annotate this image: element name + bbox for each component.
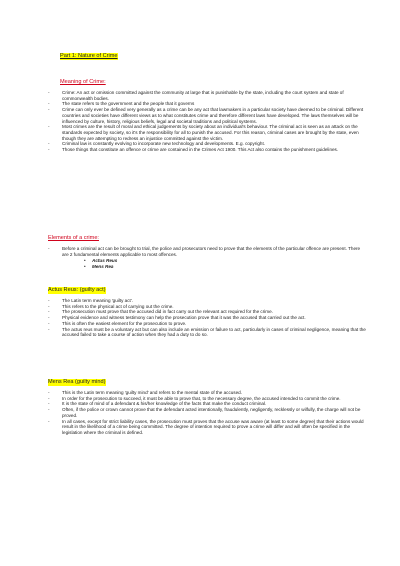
part-title: Part 1: Nature of Crime [60, 53, 118, 59]
part-title-row [60, 44, 366, 62]
meaning-heading: Meaning of Crime: [60, 79, 106, 85]
actus-item: - The actus reus must be a voluntary act but can also include an emission or failure to act, particularly in cases of criminal negligence, meaning that the accused failed to take a course of action when they had a duty to do so. [48, 327, 366, 338]
elements-bullets [84, 258, 366, 270]
actus-section [48, 278, 366, 338]
actus-item: - The Latin term meaning 'guilty act'. [48, 298, 366, 304]
elements-heading: Elements of a crime: [48, 235, 99, 241]
elements-list [48, 246, 366, 257]
meaning-list [48, 90, 366, 153]
actus-list [48, 298, 366, 338]
mens-list [48, 390, 366, 436]
actus-item: - Physical evidence and witness testimony can help the prosecution prove that it was the accused that carried out the act. [48, 315, 366, 321]
meaning-item: - Crime can only ever be defined very generally as a crime can be any act that lawmakers in a particular society have deemed to be criminal. Different countries and societies have different views as to what constitutes crime and therefore different laws have developed. The laws themselves will be influenced by culture, history, religious beliefs, legal and societal traditions and political systems. [48, 107, 366, 124]
mens-heading-row [48, 370, 366, 388]
mens-item: - In all cases, except for strict liability cases, the prosecution must proves that the accuse was aware (at least to some degree) that their actions would result in the likelihood of a crime being committed. The degree of intention required to prove a crime will differ and will often be specified in the legislation where the criminal is defined. [48, 419, 366, 436]
actus-heading: Actus Reus: (guilty act) [48, 287, 106, 293]
meaning-item: - Those things that constitute an offence or crime are contained in the Crimes Act 1900. This Act also contains the punishment guidelines. [48, 147, 366, 153]
elements-heading-row [48, 226, 366, 244]
actus-heading-row [48, 278, 366, 296]
element-bullet: • Mens Rea [84, 264, 366, 270]
mens-item: - This is the Latin term meaning 'guilty mind' and refers to the mental state of the accused. [48, 390, 366, 396]
actus-item: - This refers to the physical act of carrying out the crime. [48, 304, 366, 310]
mens-item: - It is the state of mind of a defendant & his/her knowledge of the facts that make the conduct criminal. [48, 401, 366, 407]
meaning-item: - Criminal law is constantly evolving to incorporate new technology and developments. E.g. copyright. [48, 141, 366, 147]
actus-item: - The prosecution must prove that the accused did in fact carry out the relevant act required for the crime. [48, 309, 366, 315]
meaning-item: - The state refers to the government and the people that it governs [48, 101, 366, 107]
element-bullet: • Actus Reus [84, 258, 366, 264]
meaning-section [48, 44, 366, 153]
actus-item: - This is often the easiest element for the prosecution to prove. [48, 321, 366, 327]
elements-intro: - Before a criminal act can be brought to trial, the police and prosecutors need to prove that the elements of the particular offence are present. There are 2 fundamental elements applicable to most offences. [48, 246, 366, 257]
meaning-item: - Crime: An act or omission committed against the community at large that is punishable by the state, including the court system and state of commonwealth bodies. [48, 90, 366, 101]
mens-section [48, 370, 366, 436]
mens-item: - Often, if the police or crown cannot prove that the defendant acted intentionally, fraudulently, negligently, recklessly or wilfully, the charge will not be proved. [48, 407, 366, 418]
meaning-item: - Most crimes are the result of moral and ethical judgements by society about an individual's behaviour. The criminal act is seen as an attack on the standards expected by society, so it's the responsibility for all to punish the accused. For this reason, criminal cases are brought by the state, even though they are attempting to redress an injustice committed against the victim. [48, 124, 366, 141]
elements-section [48, 226, 366, 272]
meaning-heading-row [60, 70, 366, 88]
mens-item: - In order for the prosecution to succeed, it must be able to prove that, to the necessary degree, the accused intended to commit the crime. [48, 396, 366, 402]
mens-heading: Mens Rea (guilty mind) [48, 379, 106, 385]
